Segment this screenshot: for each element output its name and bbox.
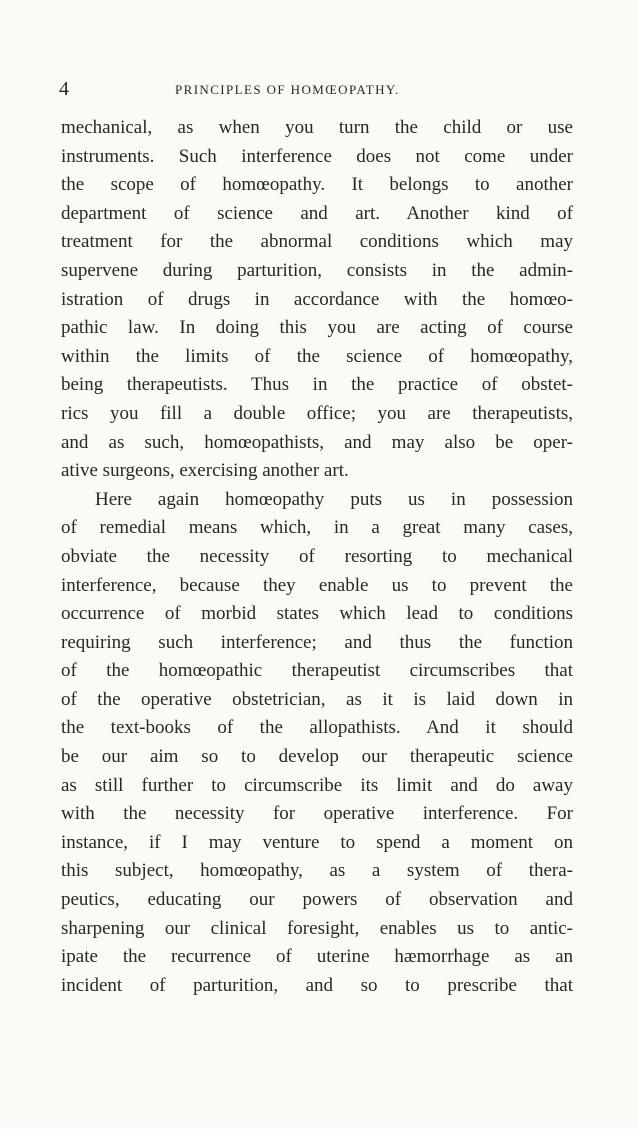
text-line: being therapeutists. Thus in the practice of obstet- <box>61 374 573 396</box>
text-line: of the homœopathic therapeutist circumscribes that <box>61 660 573 682</box>
page-number: 4 <box>59 78 69 100</box>
text-line: rics you fill a double office; you are therapeutists, <box>61 402 573 424</box>
running-head <box>59 78 575 100</box>
text-line: and as such, homœopathists, and may also be oper- <box>61 431 573 453</box>
text-line: instance, if I may venture to spend a moment on <box>61 831 573 853</box>
text-line: of remedial means which, in a great many cases, <box>61 517 573 539</box>
text-line: treatment for the abnormal conditions which may <box>61 231 573 253</box>
text-line: within the limits of the science of homœopathy, <box>61 345 573 367</box>
body-text <box>61 114 573 1000</box>
text-line: obviate the necessity of resorting to mechanical <box>61 545 573 567</box>
paragraph-end-line: ative surgeons, exercising another art. <box>61 460 349 482</box>
text-line: incident of parturition, and so to prescribe that <box>61 974 573 996</box>
text-line: be our aim so to develop our therapeutic science <box>61 746 573 768</box>
text-line: supervene during parturition, consists in the admin- <box>61 259 573 281</box>
text-line: the scope of homœopathy. It belongs to another <box>61 174 573 196</box>
text-line: pathic law. In doing this you are acting of course <box>61 317 573 339</box>
text-line: of the operative obstetrician, as it is laid down in <box>61 688 573 710</box>
text-line: requiring such interference; and thus the function <box>61 631 573 653</box>
running-title: PRINCIPLES OF HOMŒOPATHY. <box>175 82 400 97</box>
text-line: peutics, educating our powers of observation and <box>61 889 573 911</box>
text-line: instruments. Such interference does not come under <box>61 145 573 167</box>
text-line: with the necessity for operative interference. For <box>61 803 573 825</box>
text-line: department of science and art. Another kind of <box>61 202 573 224</box>
text-line: occurrence of morbid states which lead to conditions <box>61 603 573 625</box>
text-line: mechanical, as when you turn the child or use <box>61 117 573 138</box>
text-line: this subject, homœopathy, as a system of thera- <box>61 860 573 882</box>
text-line: istration of drugs in accordance with the homœo- <box>61 288 573 310</box>
text-line: sharpening our clinical foresight, enables us to antic- <box>61 917 573 939</box>
text-line: interference, because they enable us to prevent the <box>61 574 573 596</box>
paragraph-start-line: Here again homœopathy puts us in possession <box>95 488 573 510</box>
text-line: ipate the recurrence of uterine hæmorrhage as an <box>61 946 573 968</box>
text-line: as still further to circumscribe its limit and do away <box>61 774 573 796</box>
text-line: the text-books of the allopathists. And it should <box>61 717 573 739</box>
